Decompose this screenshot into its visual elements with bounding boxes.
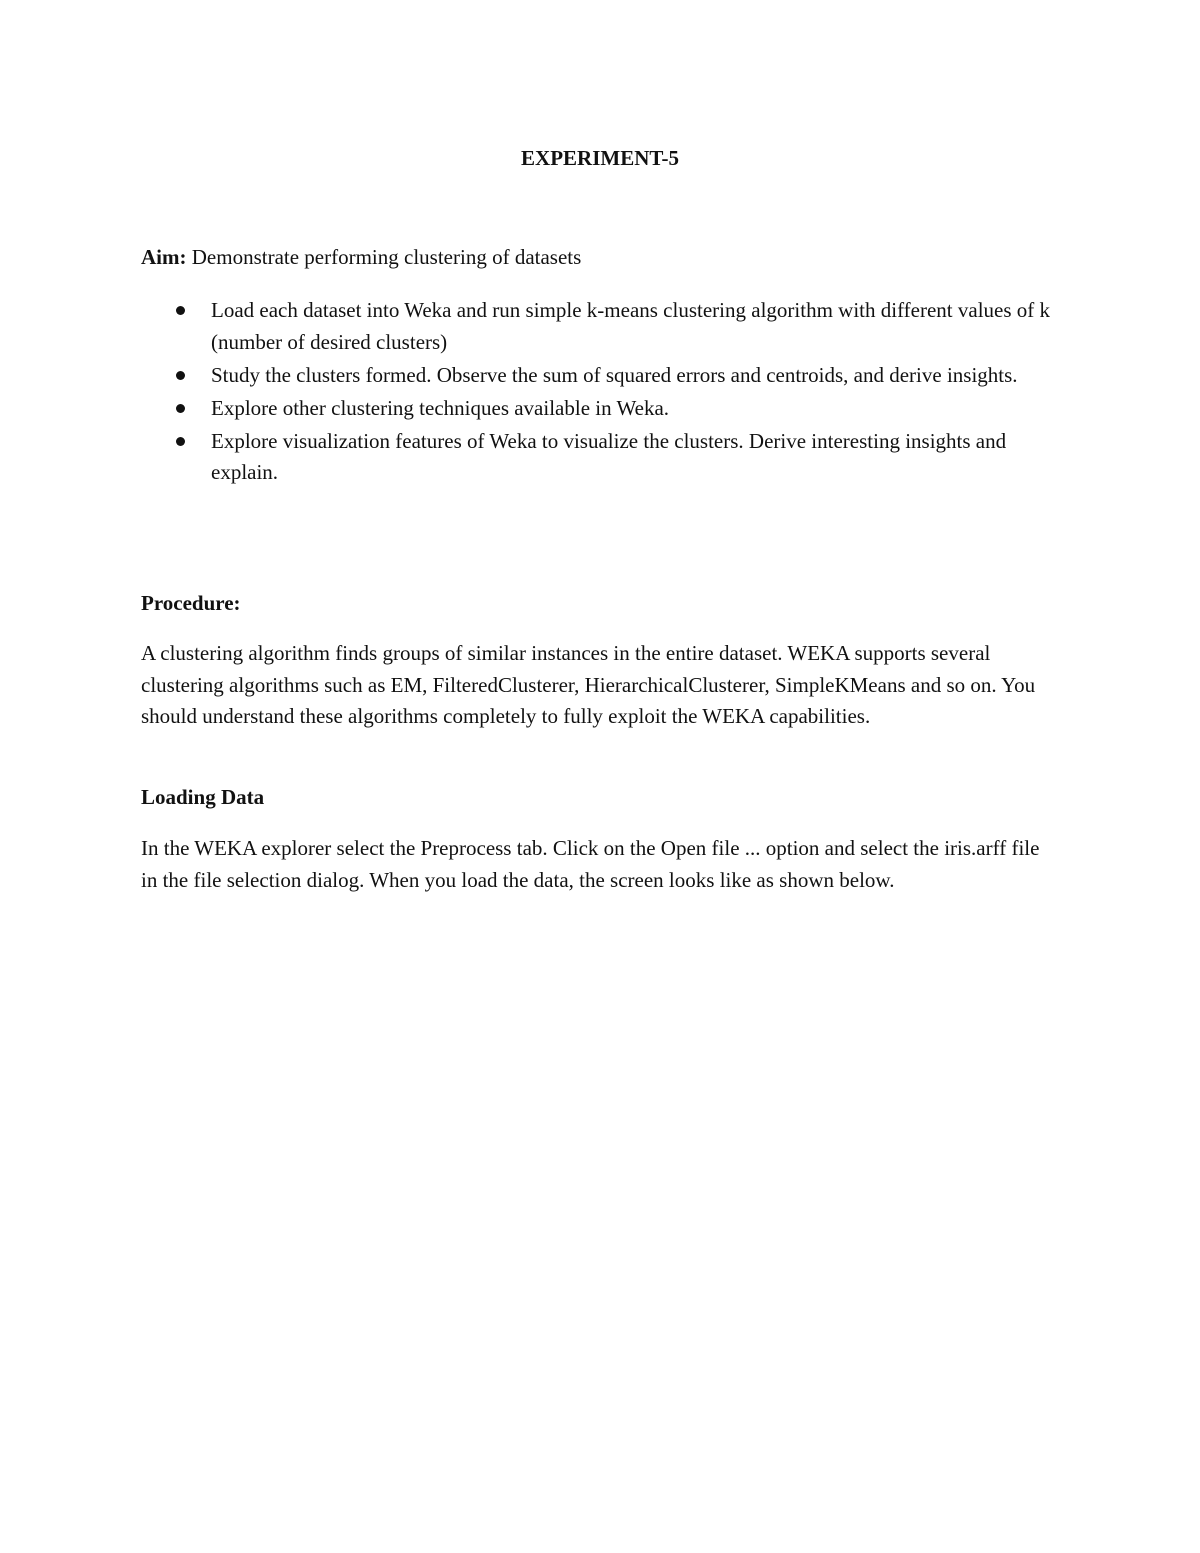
bullet-icon (176, 437, 185, 446)
list-item-text: Explore other clustering techniques available in Weka. (211, 395, 670, 420)
bullet-icon (176, 306, 185, 315)
aim-paragraph (141, 242, 1061, 274)
list-item-text: Load each dataset into Weka and run simple k-means clustering algorithm with different values of k (number of desired clusters) (211, 298, 1051, 354)
bullet-icon (176, 404, 185, 413)
aim-label: Aim: (141, 245, 187, 269)
loading-data-paragraph: In the WEKA explorer select the Preprocess tab. Click on the Open file ... option and select the iris.arff file in the file selection dialog. When you load the data, the screen looks like as shown below. (141, 836, 1040, 892)
procedure-paragraph: A clustering algorithm finds groups of similar instances in the entire dataset. WEKA supports several clustering algorithms such as EM, FilteredClusterer, HierarchicalClusterer, SimpleKMeans and so on. You should understand these algorithms completely to fully exploit the WEKA capabilities. (141, 641, 1036, 728)
procedure-heading: Procedure: (141, 591, 241, 615)
list-item-text: Explore visualization features of Weka to visualize the clusters. Derive interesting insights and explain. (211, 428, 1007, 484)
list-item (141, 360, 1061, 392)
list-item (141, 393, 1061, 425)
list-item-text: Study the clusters formed. Observe the sum of squared errors and centroids, and derive insights. (211, 362, 1018, 387)
page-title: EXPERIMENT-5 (521, 146, 679, 170)
loading-data-heading: Loading Data (141, 785, 265, 809)
aim-bullet-list (141, 295, 1061, 490)
list-item (141, 426, 1061, 489)
bullet-icon (176, 371, 185, 380)
aim-text: Demonstrate performing clustering of datasets (186, 245, 582, 269)
list-item (141, 295, 1061, 358)
